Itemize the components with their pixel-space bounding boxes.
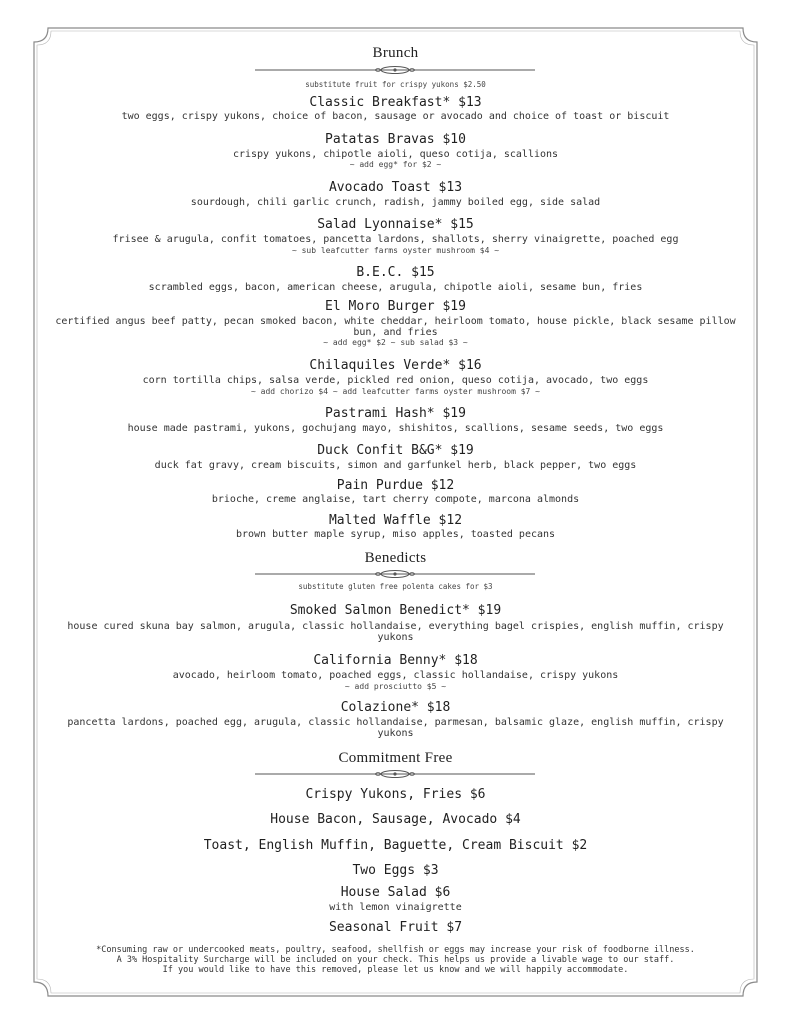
benedict-item-name: Colazione* $18 — [340, 700, 451, 715]
benedicts-heading: Benedicts — [364, 550, 427, 566]
brunch-item-name: Avocado Toast $13 — [328, 180, 463, 195]
side-item-name: Crispy Yukons, Fries $6 — [305, 787, 486, 802]
brunch-item-desc: house made pastrami, yukons, gochujang mayo, shishitos, scallions, sesame seeds, two eggs — [127, 423, 664, 434]
commitment-free-divider-ornament — [255, 768, 535, 780]
benedicts-divider-ornament — [255, 568, 535, 580]
brunch-divider-ornament — [255, 64, 535, 76]
side-item-name: House Bacon, Sausage, Avocado $4 — [270, 812, 521, 827]
brunch-heading: Brunch — [372, 45, 419, 61]
brunch-item-desc: corn tortilla chips, salsa verde, pickled red onion, queso cotija, avocado, two eggs — [142, 375, 649, 386]
brunch-item-name: Patatas Bravas $10 — [325, 132, 466, 147]
brunch-item-name: Classic Breakfast* $13 — [309, 95, 482, 110]
brunch-note: substitute fruit for crispy yukons $2.50 — [305, 80, 486, 89]
brunch-item-addon: ~ add egg* for $2 ~ — [349, 160, 442, 169]
benedict-item-desc-cont: yukons — [377, 728, 414, 739]
brunch-item-addon: ~ add egg* $2 ~ sub salad $3 ~ — [323, 338, 468, 347]
brunch-item-desc: frisee & arugula, confit tomatoes, pancetta lardons, shallots, sherry vinaigrette, poached egg — [112, 234, 679, 245]
side-item-name: Two Eggs $3 — [352, 863, 439, 878]
brunch-item-desc: sourdough, chili garlic crunch, radish, jammy boiled egg, side salad — [190, 197, 601, 208]
side-item-name: Toast, English Muffin, Baguette, Cream Biscuit $2 — [203, 838, 588, 853]
brunch-item-addon: ~ sub leafcutter farms oyster mushroom $4 ~ — [291, 246, 500, 255]
brunch-item-name: Salad Lyonnaise* $15 — [317, 217, 474, 232]
brunch-item-desc: certified angus beef patty, pecan smoked bacon, white cheddar, heirloom tomato, house pickle, black sesame pillow — [55, 316, 736, 327]
benedict-item-desc: house cured skuna bay salmon, arugula, classic hollandaise, everything bagel crispies, english muffin, crispy — [67, 621, 724, 632]
footer-removal-note: If you would like to have this removed, please let us know and we will happily accommodate. — [162, 965, 629, 975]
brunch-item-name: Malted Waffle $12 — [328, 513, 463, 528]
brunch-item-name: Duck Confit B&G* $19 — [317, 443, 474, 458]
brunch-item-desc: two eggs, crispy yukons, choice of bacon, sausage or avocado and choice of toast or biscuit — [121, 111, 670, 122]
benedict-item-name: Smoked Salmon Benedict* $19 — [289, 603, 502, 618]
benedicts-note: substitute gluten free polenta cakes for $3 — [298, 582, 493, 591]
brunch-item-desc: brown butter maple syrup, miso apples, toasted pecans — [235, 529, 556, 540]
brunch-item-desc-cont: bun, and fries — [353, 327, 438, 338]
brunch-item-desc: brioche, creme anglaise, tart cherry compote, marcona almonds — [211, 494, 580, 505]
brunch-item-name: Chilaquiles Verde* $16 — [309, 358, 482, 373]
brunch-item-desc: crispy yukons, chipotle aioli, queso cotija, scallions — [232, 149, 559, 160]
footer-surcharge: A 3% Hospitality Surcharge will be included on your check. This helps us provide a livable wage to our staff. — [116, 955, 675, 965]
benedict-item-addon: ~ add prosciutto $5 ~ — [344, 682, 447, 691]
brunch-item-name: El Moro Burger $19 — [325, 299, 466, 314]
benedict-item-desc: pancetta lardons, poached egg, arugula, classic hollandaise, parmesan, balsamic glaze, english muffin, crispy — [67, 717, 724, 728]
benedict-item-desc: avocado, heirloom tomato, poached eggs, classic hollandaise, crispy yukons — [172, 670, 619, 681]
footer-disclaimer: *Consuming raw or undercooked meats, poultry, seafood, shellfish or eggs may increase your risk of foodborne illness. — [96, 945, 695, 955]
brunch-item-name: B.E.C. $15 — [356, 265, 435, 280]
side-item-name: Seasonal Fruit $7 — [328, 920, 463, 935]
benedict-item-desc-cont: yukons — [377, 632, 414, 643]
brunch-item-name: Pastrami Hash* $19 — [325, 406, 466, 421]
brunch-item-addon: ~ add chorizo $4 ~ add leafcutter farms oyster mushroom $7 ~ — [251, 387, 540, 396]
brunch-item-desc: scrambled eggs, bacon, american cheese, arugula, chipotle aioli, sesame bun, fries — [148, 282, 643, 293]
brunch-item-name: Pain Purdue $12 — [336, 478, 455, 493]
side-item-sub: with lemon vinaigrette — [329, 902, 462, 913]
commitment-free-heading: Commitment Free — [338, 750, 453, 766]
brunch-item-desc: duck fat gravy, cream biscuits, simon and garfunkel herb, black pepper, two eggs — [154, 460, 637, 471]
side-item-name: House Salad $6 — [340, 885, 451, 900]
benedict-item-name: California Benny* $18 — [313, 653, 478, 668]
